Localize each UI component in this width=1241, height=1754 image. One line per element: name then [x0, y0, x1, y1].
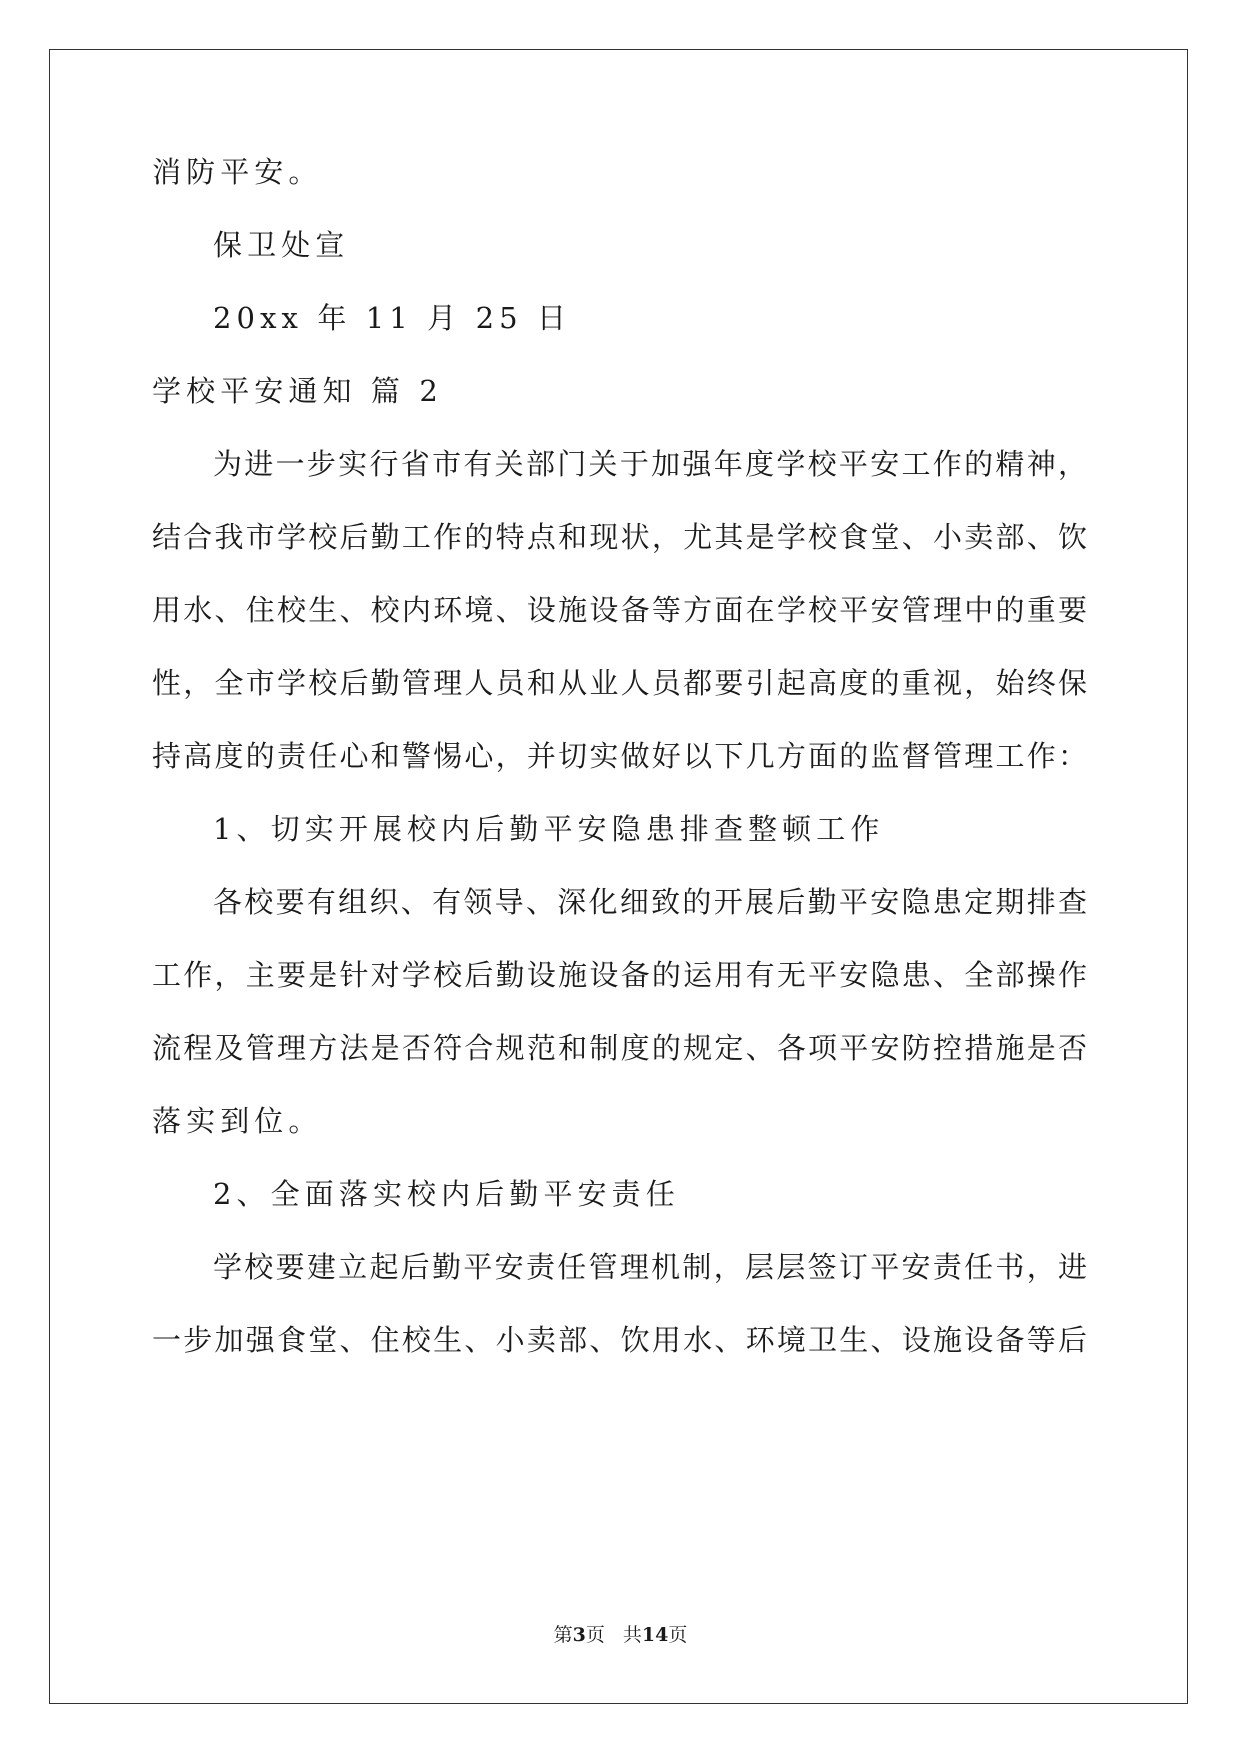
section-heading: 学校平安通知 篇 2	[152, 374, 443, 408]
page-number: 3	[572, 1624, 586, 1646]
paragraph-line: 工作，主要是针对学校后勤设施设备的运用有无平安隐患、全部操作	[152, 958, 1087, 992]
paragraph-line: 流程及管理方法是否符合规范和制度的规定、各项平安防控措施是否	[152, 1031, 1087, 1065]
total-pages: 14	[641, 1624, 669, 1646]
text-line: 消防平安。	[152, 155, 323, 189]
paragraph-line: 性，全市学校后勤管理人员和从业人员都要引起高度的重视，始终保	[152, 666, 1087, 700]
paragraph-line: 一步加强食堂、住校生、小卖部、饮用水、环境卫生、设施设备等后	[152, 1323, 1087, 1357]
paragraph-line: 学校要建立起后勤平安责任管理机制，层层签订平安责任书，进	[213, 1250, 1087, 1284]
paragraph-line: 各校要有组织、有领导、深化细致的开展后勤平安隐患定期排查	[213, 885, 1087, 919]
paragraph-line: 落实到位。	[152, 1104, 323, 1138]
page-suffix: 页	[585, 1624, 605, 1646]
list-item-heading: 2、全面落实校内后勤平安责任	[213, 1177, 680, 1211]
signature-line: 保卫处宣	[213, 228, 350, 262]
total-prefix: 共	[622, 1624, 642, 1646]
date-line: 20xx 年 11 月 25 日	[213, 301, 572, 335]
paragraph-line: 为进一步实行省市有关部门关于加强年度学校平安工作的精神，	[213, 447, 1087, 481]
total-suffix: 页	[668, 1624, 688, 1646]
paragraph-line: 用水、住校生、校内环境、设施设备等方面在学校平安管理中的重要	[152, 593, 1087, 627]
list-item-heading: 1、切实开展校内后勤平安隐患排查整顿工作	[213, 812, 885, 846]
paragraph-line: 结合我市学校后勤工作的特点和现状，尤其是学校食堂、小卖部、饮	[152, 520, 1087, 554]
page-footer	[0, 1622, 1241, 1648]
page-prefix: 第	[553, 1624, 573, 1646]
paragraph-line: 持高度的责任心和警惕心，并切实做好以下几方面的监督管理工作：	[152, 739, 1087, 773]
